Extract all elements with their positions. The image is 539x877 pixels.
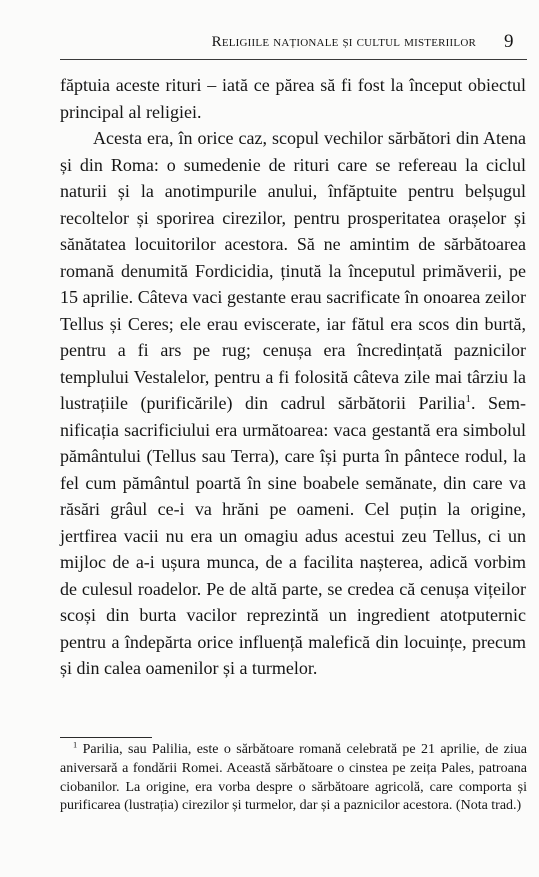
body-text [60, 72, 526, 682]
running-title: Religiile naționale și cultul misteriilor [211, 34, 476, 50]
footnote-reference: 1 [465, 393, 471, 405]
footnote-rule [60, 737, 152, 738]
footnote-marker: 1 [73, 740, 78, 750]
paragraph-1: făptuia aceste rituri – iată ce părea să fi fost la început obiectul principal al religiei. [60, 75, 526, 122]
paragraph-2 [60, 125, 526, 682]
page-number: 9 [504, 31, 514, 52]
footnote-text: Parilia, sau Palilia, este o sărbătoare romană celebrată pe 21 aprilie, de ziua aniversară a fondării Romei. Această sărbătoare o cinstea pe zeița Pales, patroana ciobanilor. La origine, era vorba despre o sărbătoare agricolă, care comporta și purificarea (lustrația) cirezilor și turmelor, dar și a paznicilor acestora. (Nota trad.) [60, 742, 527, 814]
header-rule [60, 59, 527, 60]
footnote [60, 741, 527, 816]
footnote-paragraph [60, 741, 527, 816]
paragraph-2-part-1: Acesta era, în orice caz, scopul vechilor sărbători din Atena și din Roma: o sumedenie de rituri care se refereau la ciclul naturii și la anotimpurile anului, înfăptuite pentru belșugul recoltelor și sporirea cirezilor, pentru prosperitatea orașelor și sănătatea locuitorilor acestora. Să ne amintim de sărbătoarea romană denumită Fordicidia, ținută la începutul primăverii, pe 15 aprilie. Câteva vaci gestante erau sacrificate în onoarea zeilor Tellus și Ceres; ele erau eviscerate, iar fătul era scos din burtă, pentru a fi ars pe rug; cenușa era încredințată paznicilor templului Vestalelor, pentru a fi folosită câteva zile mai târziu la lustrațiile (purificările) din cadrul sărbătorii Parilia [60, 128, 526, 413]
paragraph-2-part-2: . Semnificația sacrificiului era următoarea: vaca gestantă era simbolul pământului (Tellus sau Terra), care își purta în pântece rodul, la fel cum pământul poartă în sine boabele semănate, din care va răsări grâul ce-i va hrăni pe oameni. Cel puțin la origine, jertfirea vacii nu era un omagiu adus acestui zeu Tellus, ci un mijloc de a-i ușura munca, de a facilita nașterea, adică vorbim de culesul roadelor. Pe de altă parte, se credea că cenușa vițeilor scoși din burta vacilor reprezintă un ingredient atotputernic pentru a îndepărta orice influență malefică din locuințe, precum și din calea oamenilor și a turmelor. [60, 393, 526, 678]
